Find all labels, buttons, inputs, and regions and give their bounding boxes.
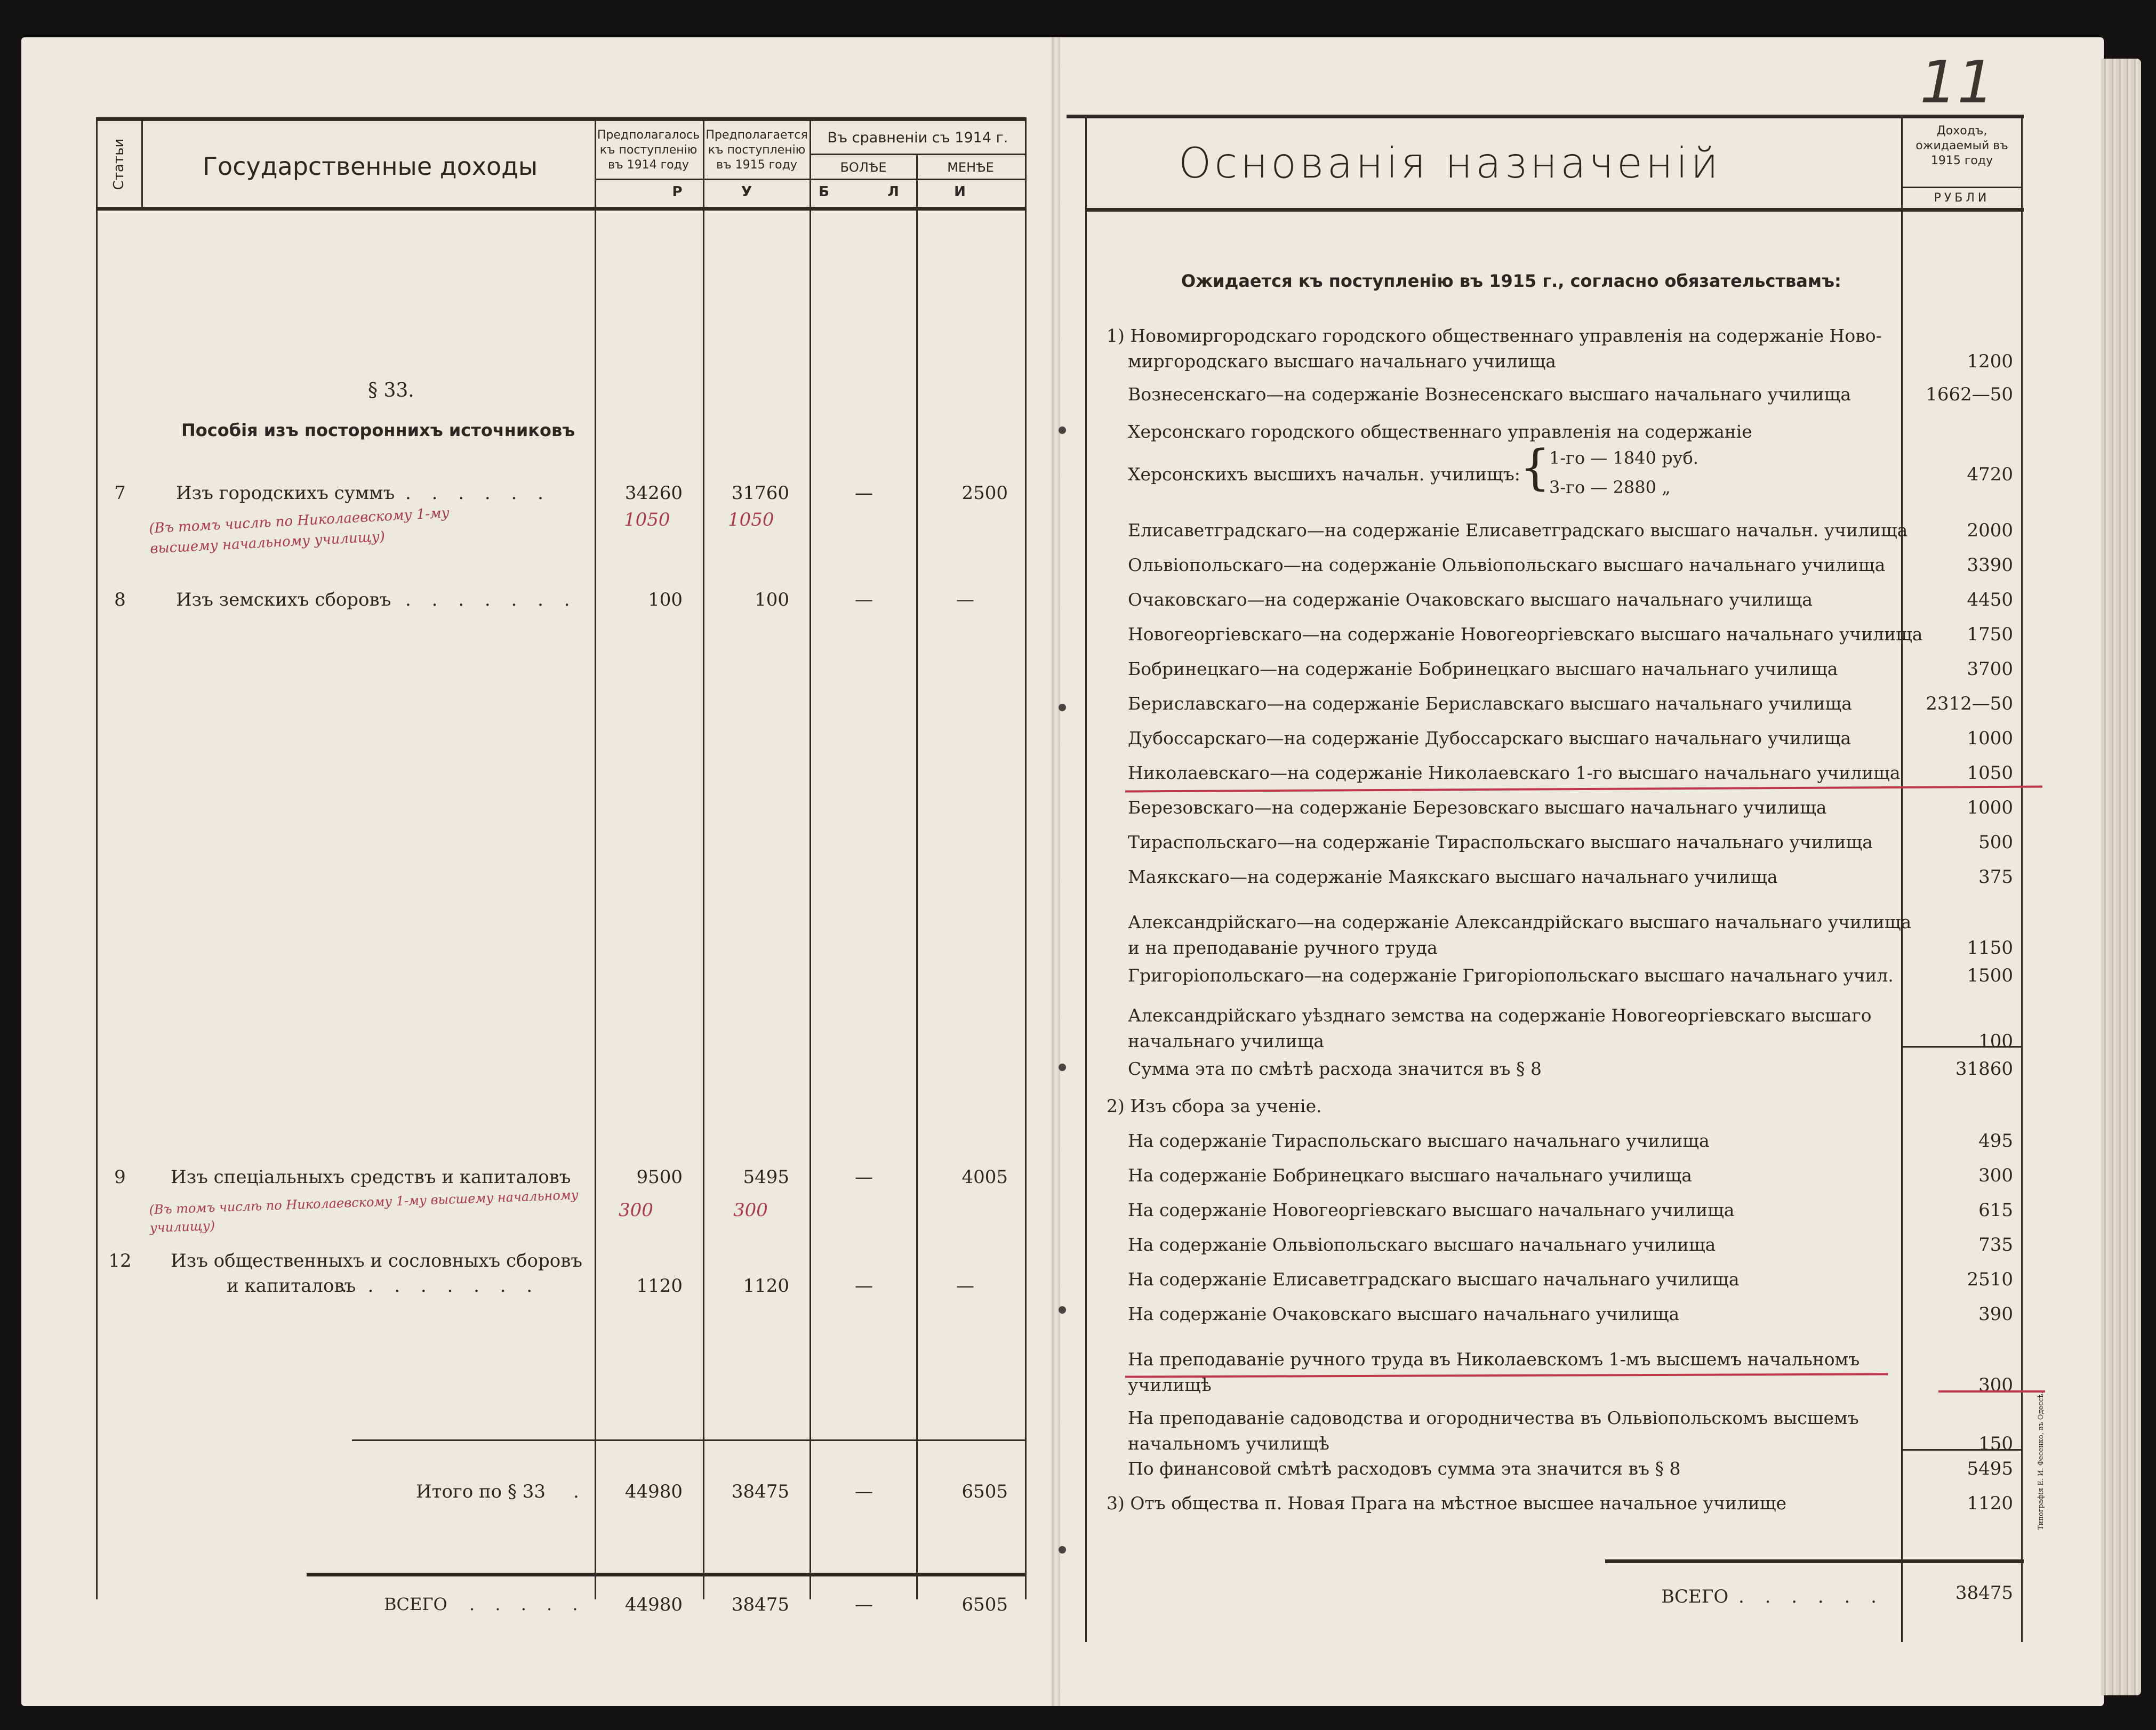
right-header-bottom [1085, 208, 2024, 212]
total-label: ВСЕГО [384, 1594, 447, 1614]
row-label: Изъ общественныхъ и сословныхъ сборовъ [171, 1250, 582, 1272]
item-line: Дубоссарскаго—на содержаніе Дубоссарскаго высшаго начальнаго училища [1128, 728, 1852, 749]
row-article: 12 [108, 1250, 132, 1272]
row-more: — [855, 482, 873, 504]
col3-rule [809, 117, 811, 1599]
page-fold [1052, 37, 1060, 1706]
row-col2: 5495 [743, 1166, 789, 1188]
binding-hole [1059, 427, 1066, 434]
subtotal-col2: 38475 [731, 1481, 789, 1502]
item-line: Александрійскаго—на содержаніе Александрійскаго высшаго начальнаго училища [1128, 912, 1912, 932]
item-line: Григоріопольскаго—на содержаніе Григоріопольскаго высшаго начальнаго учил. [1128, 965, 1894, 986]
row-more: — [855, 1166, 873, 1188]
subtotal-more: — [855, 1481, 873, 1502]
subtotal-label: Итого по § 33 [416, 1481, 546, 1502]
dot-leader: . . . . . [469, 1594, 586, 1614]
dot-leader: . . . . . . [405, 482, 551, 504]
item-line: Александрійскаго уѣзднаго земства на содержаніе Новогеоргіевскаго высшаго [1128, 1005, 1872, 1026]
handwritten-value: 300 [733, 1200, 768, 1221]
item-value: 1500 [1967, 965, 2013, 986]
rubli-letter: У [741, 184, 752, 200]
subtotal-rule [352, 1439, 1025, 1441]
item-subline: 3-го — 2880 „ [1549, 477, 1671, 497]
compare-rule [809, 154, 1025, 155]
rubli-letter: И [954, 184, 966, 200]
page-edges [2101, 59, 2141, 1695]
dot-leader: . . . . . . . [405, 589, 578, 610]
subtotal-less: 6505 [961, 1481, 1008, 1502]
row-col2: 100 [755, 589, 789, 610]
page-number: 11 [1920, 48, 1994, 116]
item-line: Маякскаго—на содержаніе Маякскаго высшаго начальнаго училища [1128, 866, 1778, 887]
row-more: — [855, 1275, 873, 1297]
row-article: 8 [114, 589, 126, 610]
handwritten-note: (Въ томъ числѣ по Николаевскому 1-му высшему начальному училищу) [148, 505, 450, 557]
item-line: Вознесенскаго—на содержаніе Вознесенскаго высшаго начальнаго училища [1128, 384, 1852, 405]
printer-imprint: Типографія Е. И. Фесенко, въ Одессѣ. [2037, 1391, 2045, 1530]
row-col2: 31760 [731, 482, 789, 504]
item-value: 375 [1978, 866, 2013, 888]
article-col-rule [141, 117, 143, 211]
item-line: На содержаніе Бобринецкаго высшаго начальнаго училища [1128, 1165, 1692, 1186]
less-header: МЕНѢЕ [947, 160, 994, 175]
right-top-rule [1067, 115, 2024, 118]
item-line: Бобринецкаго—на содержаніе Бобринецкаго высшаго начальнаго училища [1128, 658, 1838, 679]
binding-hole [1059, 1306, 1066, 1314]
row-article: 9 [114, 1166, 126, 1188]
item-value: 1200 [1967, 351, 2013, 372]
binding-hole [1059, 704, 1066, 711]
row-article: 7 [114, 482, 126, 504]
total-less: 6505 [961, 1594, 1008, 1615]
left-top-rule [96, 117, 1027, 121]
rubli-rule [595, 179, 1025, 180]
section-title: Пособія изъ постороннихъ источниковъ [181, 420, 575, 440]
handwritten-value: 1050 [624, 509, 670, 530]
row-less: 4005 [961, 1166, 1008, 1188]
rubli-letter: Б [819, 184, 829, 200]
item-value: 1662—50 [1926, 384, 2013, 405]
row-label-cont: и капиталовъ [227, 1275, 356, 1297]
item-line: На содержаніе Новогеоргіевскаго высшаго начальнаго училища [1128, 1200, 1735, 1220]
right-frame-right [2021, 117, 2023, 1642]
right-total-label: ВСЕГО [1661, 1586, 1729, 1607]
item-line: Бериславскаго—на содержаніе Бериславскаго высшаго начальнаго училища [1128, 693, 1852, 714]
item-value: 735 [1978, 1234, 2013, 1256]
item-value: 4720 [1967, 464, 2013, 485]
item-value: 3700 [1967, 658, 2013, 680]
row-col1: 9500 [636, 1166, 683, 1188]
row-col1: 1120 [636, 1275, 683, 1297]
col2-rule [703, 117, 704, 1599]
item-value: 2510 [1967, 1269, 2013, 1290]
left-title: Государственные доходы [203, 152, 538, 181]
item-line: Очаковскаго—на содержаніе Очаковскаго высшаго начальнаго училища [1128, 589, 1813, 610]
rubli-rule [1901, 187, 2021, 188]
row-less: 2500 [961, 482, 1008, 504]
item-value: 1120 [1967, 1493, 2013, 1514]
row-col1: 100 [648, 589, 683, 610]
total-col2: 38475 [731, 1594, 789, 1615]
income-header: Доходъ, ожидаемый въ 1915 году [1915, 124, 2008, 167]
item-line: Березовскаго—на содержаніе Березовскаго высшаго начальнаго училища [1128, 797, 1827, 818]
item-line: На содержаніе Очаковскаго высшаго начальнаго училища [1128, 1303, 1680, 1324]
item-line: На преподаваніе ручного труда въ Николаевскомъ 1-мъ высшемъ начальномъ [1128, 1349, 1860, 1370]
right-total-value: 38475 [1955, 1582, 2013, 1604]
income-col-rule [1901, 117, 1903, 1642]
row-label: Изъ спеціальныхъ средствъ и капиталовъ [171, 1166, 571, 1188]
item-line: По финансовой смѣтѣ расходовъ сумма эта значится въ § 8 [1128, 1458, 1681, 1479]
article-header-text: Статьи [111, 138, 127, 190]
section-number: § 33. [368, 380, 414, 401]
item-value: 1000 [1967, 728, 2013, 749]
row-less: — [956, 1275, 974, 1297]
right-total-rule [1605, 1559, 2024, 1563]
row-label: Изъ земскихъ сборовъ [176, 589, 391, 610]
item-value: 5495 [1967, 1458, 2013, 1479]
item-value: 300 [1978, 1374, 2013, 1396]
item-value: 4450 [1967, 589, 2013, 610]
dot-leader: . . . . . . [1738, 1586, 1884, 1607]
item-line: Тираспольскаго—на содержаніе Тираспольскаго высшаго начальнаго училища [1128, 832, 1873, 852]
item-line: На содержаніе Ольвіопольскаго высшаго начальнаго училища [1128, 1234, 1716, 1255]
more-header: БОЛѢЕ [840, 160, 887, 175]
row-col2: 1120 [743, 1275, 789, 1297]
red-underline [1938, 1390, 2045, 1393]
left-frame-right [1025, 117, 1027, 1599]
item-value: 615 [1978, 1200, 2013, 1221]
brace-glyph: { [1520, 440, 1551, 496]
rubli-letter: Л [887, 184, 899, 200]
item-value: 1750 [1967, 624, 2013, 645]
item-line: Ольвіопольскаго—на содержаніе Ольвіопольскаго высшаго начальнаго училища [1128, 554, 1886, 575]
item-line: Херсонскихъ высшихъ начальн. училищъ: [1128, 464, 1520, 485]
col1-header: Предполагалось къ поступленію въ 1914 году [597, 128, 700, 172]
rubli-header: РУБЛИ [1934, 191, 1990, 205]
item-subline: 1-го — 1840 руб. [1549, 448, 1698, 468]
article-header [100, 126, 139, 206]
item-value: 300 [1978, 1165, 2013, 1186]
left-header-bottom [96, 207, 1027, 211]
handwritten-note: (Въ томъ числѣ по Николаевскому 1-му высшему начальному училищу) [149, 1187, 579, 1236]
item-value: 1000 [1967, 797, 2013, 818]
item-value: 3390 [1967, 554, 2013, 576]
left-page [21, 37, 1056, 1706]
right-title: Основанія назначеній [1179, 140, 1721, 188]
dot-leader: . [573, 1481, 579, 1502]
subtotal-col1: 44980 [624, 1481, 683, 1502]
handwritten-value: 1050 [728, 509, 774, 530]
item-line: 2) Изъ сбора за ученіе. [1107, 1096, 1322, 1116]
compare-header: Въ сравненіи съ 1914 г. [827, 130, 1008, 146]
item-line: начальнаго училища [1128, 1031, 1324, 1051]
item-line: 1) Новомиргородскаго городского общественнаго управленія на содержаніе Ново- [1107, 325, 1882, 346]
subtotal-rule-1 [1901, 1046, 2021, 1048]
item-value: 2000 [1967, 520, 2013, 541]
binding-hole [1059, 1064, 1066, 1071]
item-line: Херсонскаго городского общественнаго управленія на содержаніе [1128, 421, 1752, 442]
row-label: Изъ городскихъ суммъ [176, 482, 395, 504]
col1-rule [595, 117, 596, 1599]
item-value: 1050 [1967, 762, 2013, 784]
total-col1: 44980 [624, 1594, 683, 1615]
item-line: На содержаніе Тираспольскаго высшаго начальнаго училища [1128, 1130, 1710, 1151]
item-value: 2312—50 [1926, 693, 2013, 714]
item-value: 100 [1978, 1031, 2013, 1052]
handwritten-value: 300 [619, 1200, 653, 1221]
dot-leader: . . . . . . . . [341, 1275, 540, 1297]
item-line: Новогеоргіевскаго—на содержаніе Новогеоргіевскаго высшаго начальнаго училища [1128, 624, 1923, 645]
row-more: — [855, 589, 873, 610]
row-less: — [956, 589, 974, 610]
item-line: На преподаваніе садоводства и огородничества въ Ольвіопольскомъ высшемъ [1128, 1407, 1859, 1428]
item-line: Елисаветградскаго—на содержаніе Елисаветградскаго высшаго начальн. училища [1128, 520, 1908, 541]
total-rule [307, 1573, 1027, 1576]
item-line: начальномъ училищѣ [1128, 1433, 1329, 1454]
subtotal-rule-2 [1901, 1449, 2021, 1451]
left-frame-left [96, 117, 98, 1599]
item-line: училищѣ [1128, 1374, 1212, 1395]
total-more: — [855, 1594, 873, 1615]
item-value: 500 [1978, 832, 2013, 853]
rubli-letter: Р [672, 184, 683, 200]
col4-rule [916, 155, 918, 1599]
intro-heading: Ожидается къ поступленію въ 1915 г., согласно обязательствамъ: [1181, 271, 1841, 291]
item-line: миргородскаго высшаго начальнаго училища [1128, 351, 1556, 372]
item-line: и на преподаваніе ручного труда [1128, 937, 1438, 958]
item-line: Сумма эта по смѣтѣ расхода значится въ § 8 [1128, 1058, 1542, 1079]
item-value: 390 [1978, 1303, 2013, 1325]
binding-hole [1059, 1546, 1066, 1554]
item-value: 495 [1978, 1130, 2013, 1152]
item-value: 1150 [1967, 937, 2013, 959]
item-line: На содержаніе Елисаветградскаго высшаго начальнаго училища [1128, 1269, 1740, 1290]
item-line: 3) Отъ общества п. Новая Прага на мѣстное высшее начальное училище [1107, 1493, 1787, 1514]
item-line: Николаевскаго—на содержаніе Николаевскаго 1-го высшаго начальнаго училища [1128, 762, 1901, 783]
item-value: 31860 [1955, 1058, 2013, 1080]
row-col1: 34260 [624, 482, 683, 504]
item-value: 150 [1978, 1433, 2013, 1454]
right-frame-left [1085, 117, 1087, 1642]
col2-header: Предполагается къ поступленію въ 1915 году [706, 128, 808, 172]
